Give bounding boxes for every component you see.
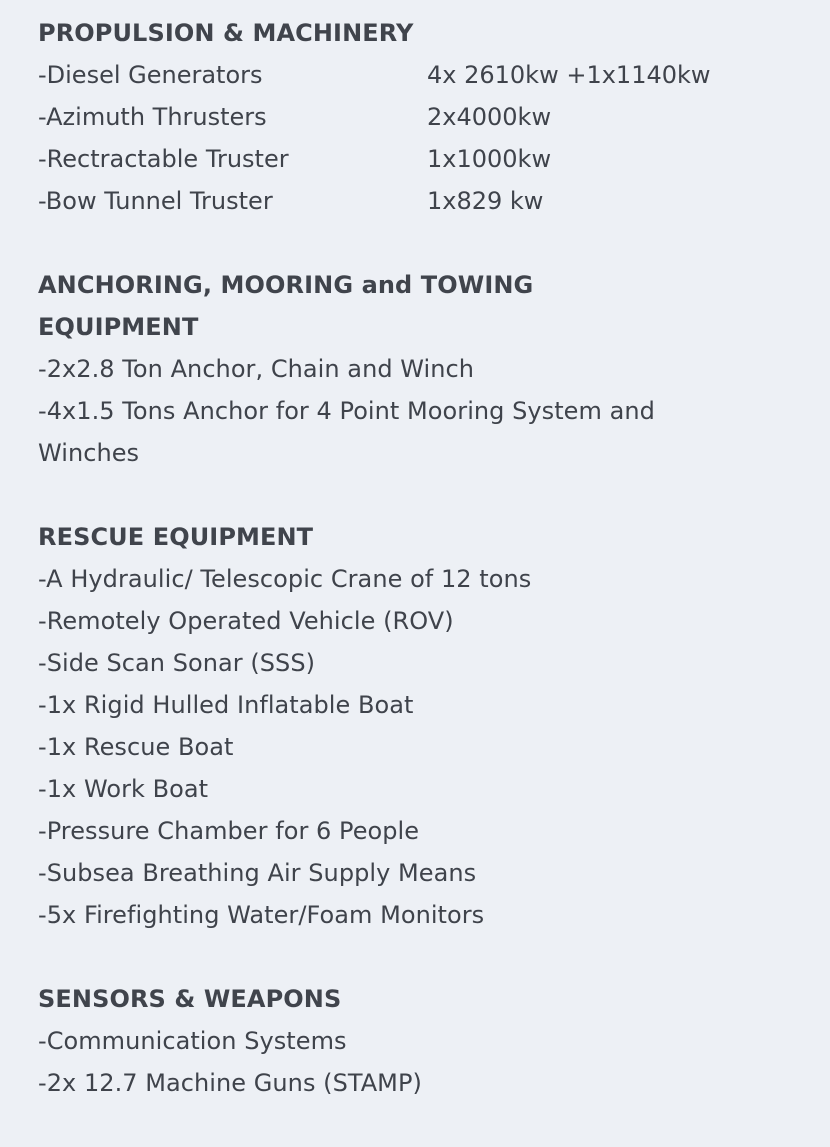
section-title-anchoring: ANCHORING, MOORING and TOWING [38, 271, 534, 299]
spec-label: -Rectractable Truster [38, 145, 289, 173]
spec-value: 4x 2610kw +1x1140kw [427, 61, 711, 89]
section-propulsion [38, 12, 798, 222]
spec-row [38, 180, 798, 222]
list-item: -2x2.8 Ton Anchor, Chain and Winch [38, 355, 475, 383]
list-item: -2x 12.7 Machine Guns (STAMP) [38, 1069, 422, 1097]
spec-label: -Bow Tunnel Truster [38, 187, 273, 215]
spec-value: 1x829 kw [427, 187, 544, 215]
list-item: -4x1.5 Tons Anchor for 4 Point Mooring System and [38, 397, 655, 425]
spec-value: 2x4000kw [427, 103, 552, 131]
spec-value: 1x1000kw [427, 145, 552, 173]
list-item: -1x Rescue Boat [38, 733, 234, 761]
spec-label: -Azimuth Thrusters [38, 103, 267, 131]
list-item: Winches [38, 439, 140, 467]
list-item: -1x Rigid Hulled Inflatable Boat [38, 691, 414, 719]
section-title-propulsion: PROPULSION & MACHINERY [38, 19, 414, 47]
spec-document [38, 12, 798, 1104]
section-anchoring [38, 264, 798, 474]
list-item: -A Hydraulic/ Telescopic Crane of 12 tons [38, 565, 532, 593]
list-item: -Subsea Breathing Air Supply Means [38, 859, 477, 887]
list-item: -5x Firefighting Water/Foam Monitors [38, 901, 485, 929]
list-item: -Side Scan Sonar (SSS) [38, 649, 316, 677]
spec-label: -Diesel Generators [38, 61, 263, 89]
list-item: -1x Work Boat [38, 775, 209, 803]
list-item: -Remotely Operated Vehicle (ROV) [38, 607, 454, 635]
section-sensors [38, 978, 798, 1104]
section-title-sensors: SENSORS & WEAPONS [38, 985, 342, 1013]
spec-row [38, 96, 798, 138]
section-title-anchoring-continued: EQUIPMENT [38, 313, 199, 341]
list-item: -Pressure Chamber for 6 People [38, 817, 420, 845]
spec-row [38, 54, 798, 96]
list-item: -Communication Systems [38, 1027, 347, 1055]
spec-row [38, 138, 798, 180]
section-rescue [38, 516, 798, 936]
section-title-rescue: RESCUE EQUIPMENT [38, 523, 314, 551]
